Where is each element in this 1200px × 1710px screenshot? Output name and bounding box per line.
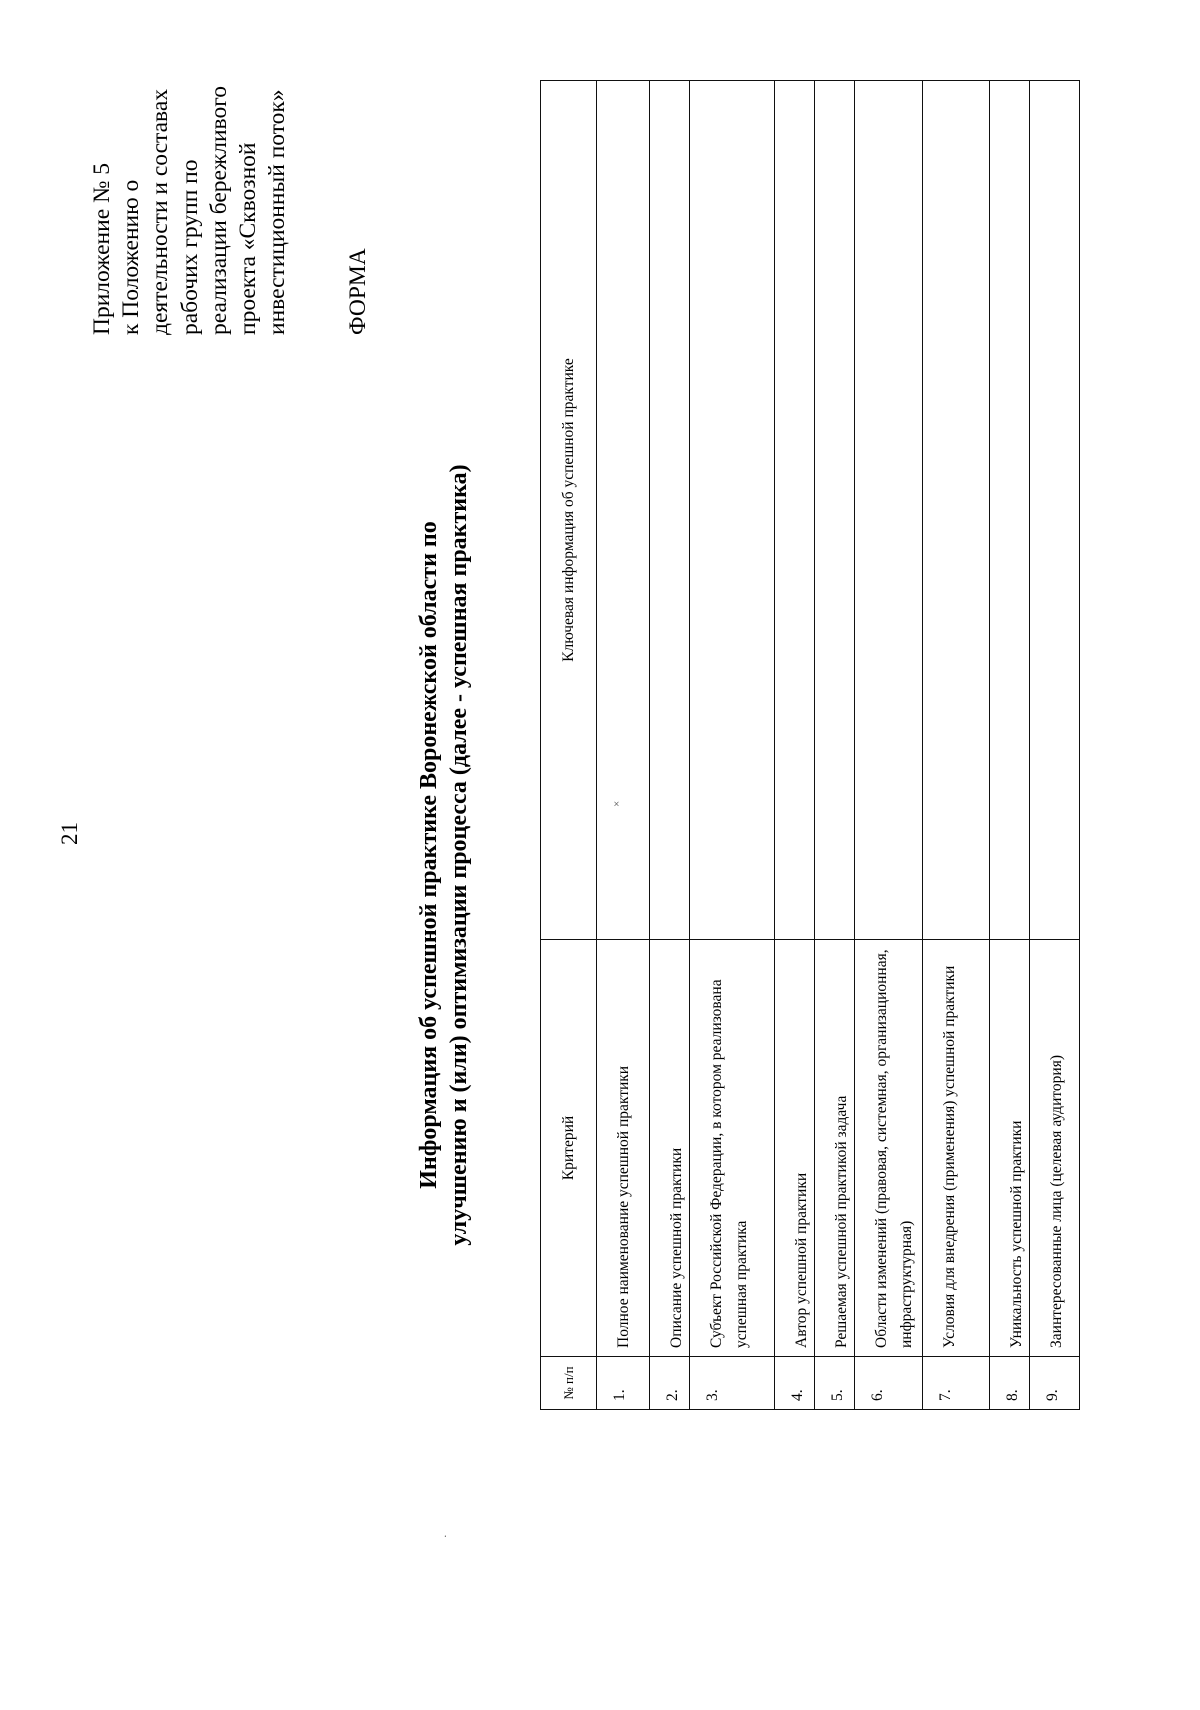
row-number: 6. (855, 1357, 923, 1410)
table-row (855, 81, 923, 1410)
row-number: 4. (775, 1357, 815, 1410)
row-value-field[interactable] (597, 81, 650, 940)
table-header-row (541, 81, 597, 1410)
title-line-1: Информация об успешной практике Воронежской области по (416, 521, 442, 1189)
row-criterion: Полное наименование успешной практики (597, 940, 650, 1357)
row-value-field[interactable] (650, 81, 690, 940)
title-line-2: улучшению и (или) оптимизации процесса (далее - успешная практика) (446, 464, 472, 1246)
row-number: 9. (1030, 1357, 1080, 1410)
row-criterion: Решаемая успешной практикой задача (815, 940, 855, 1357)
appendix-line: рабочих групп по (176, 159, 203, 335)
row-number: 7. (923, 1357, 990, 1410)
row-criterion: Субъект Российской Федерации, в котором реализована успешная практика (690, 940, 775, 1357)
form-label: ФОРМА (345, 248, 371, 335)
row-criterion: Уникальность успешной практики (990, 940, 1030, 1357)
row-value-field[interactable] (855, 81, 923, 940)
appendix-heading (88, 5, 292, 335)
scan-speck: · (440, 1534, 452, 1538)
document-title (414, 180, 474, 1530)
row-criterion: Области изменений (правовая, системная, организационная, инфраструктурная) (855, 940, 923, 1357)
row-criterion: Заинтересованные лица (целевая аудитория) (1030, 940, 1080, 1357)
row-value-field[interactable] (690, 81, 775, 940)
row-criterion: Условия для внедрения (применения) успешной практики (923, 940, 990, 1357)
appendix-line: реализации бережливого (205, 85, 232, 335)
row-value-field[interactable] (1030, 81, 1080, 940)
row-criterion: Автор успешной практики (775, 940, 815, 1357)
appendix-line: деятельности и составах (147, 88, 174, 335)
table-row (990, 81, 1030, 1410)
row-number: 3. (690, 1357, 775, 1410)
table-row (775, 81, 815, 1410)
row-value-field[interactable] (815, 81, 855, 940)
row-number: 1. (597, 1357, 650, 1410)
row-number: 2. (650, 1357, 690, 1410)
page-number: 21 (57, 822, 82, 845)
row-value-field[interactable] (923, 81, 990, 940)
header-key-info: Ключевая информация об успешной практике (541, 81, 597, 940)
row-number: 8. (990, 1357, 1030, 1410)
practice-info-table (540, 80, 1080, 1410)
table-row (690, 81, 775, 1410)
header-num: № п/п (541, 1357, 597, 1410)
row-value-field[interactable] (990, 81, 1030, 940)
row-value-field[interactable] (775, 81, 815, 940)
table-row (815, 81, 855, 1410)
header-criterion: Критерий (541, 940, 597, 1357)
appendix-line: проекта «Сквозной (235, 142, 262, 335)
appendix-line: инвестиционный поток» (264, 89, 291, 335)
table-row (1030, 81, 1080, 1410)
appendix-line: Приложение № 5 (89, 162, 115, 335)
scan-speck: × (611, 800, 623, 807)
table-row (923, 81, 990, 1410)
table-row (597, 81, 650, 1410)
table-row (650, 81, 690, 1410)
row-criterion: Описание успешной практики (650, 940, 690, 1357)
appendix-line: к Положению о (118, 179, 145, 335)
row-number: 5. (815, 1357, 855, 1410)
